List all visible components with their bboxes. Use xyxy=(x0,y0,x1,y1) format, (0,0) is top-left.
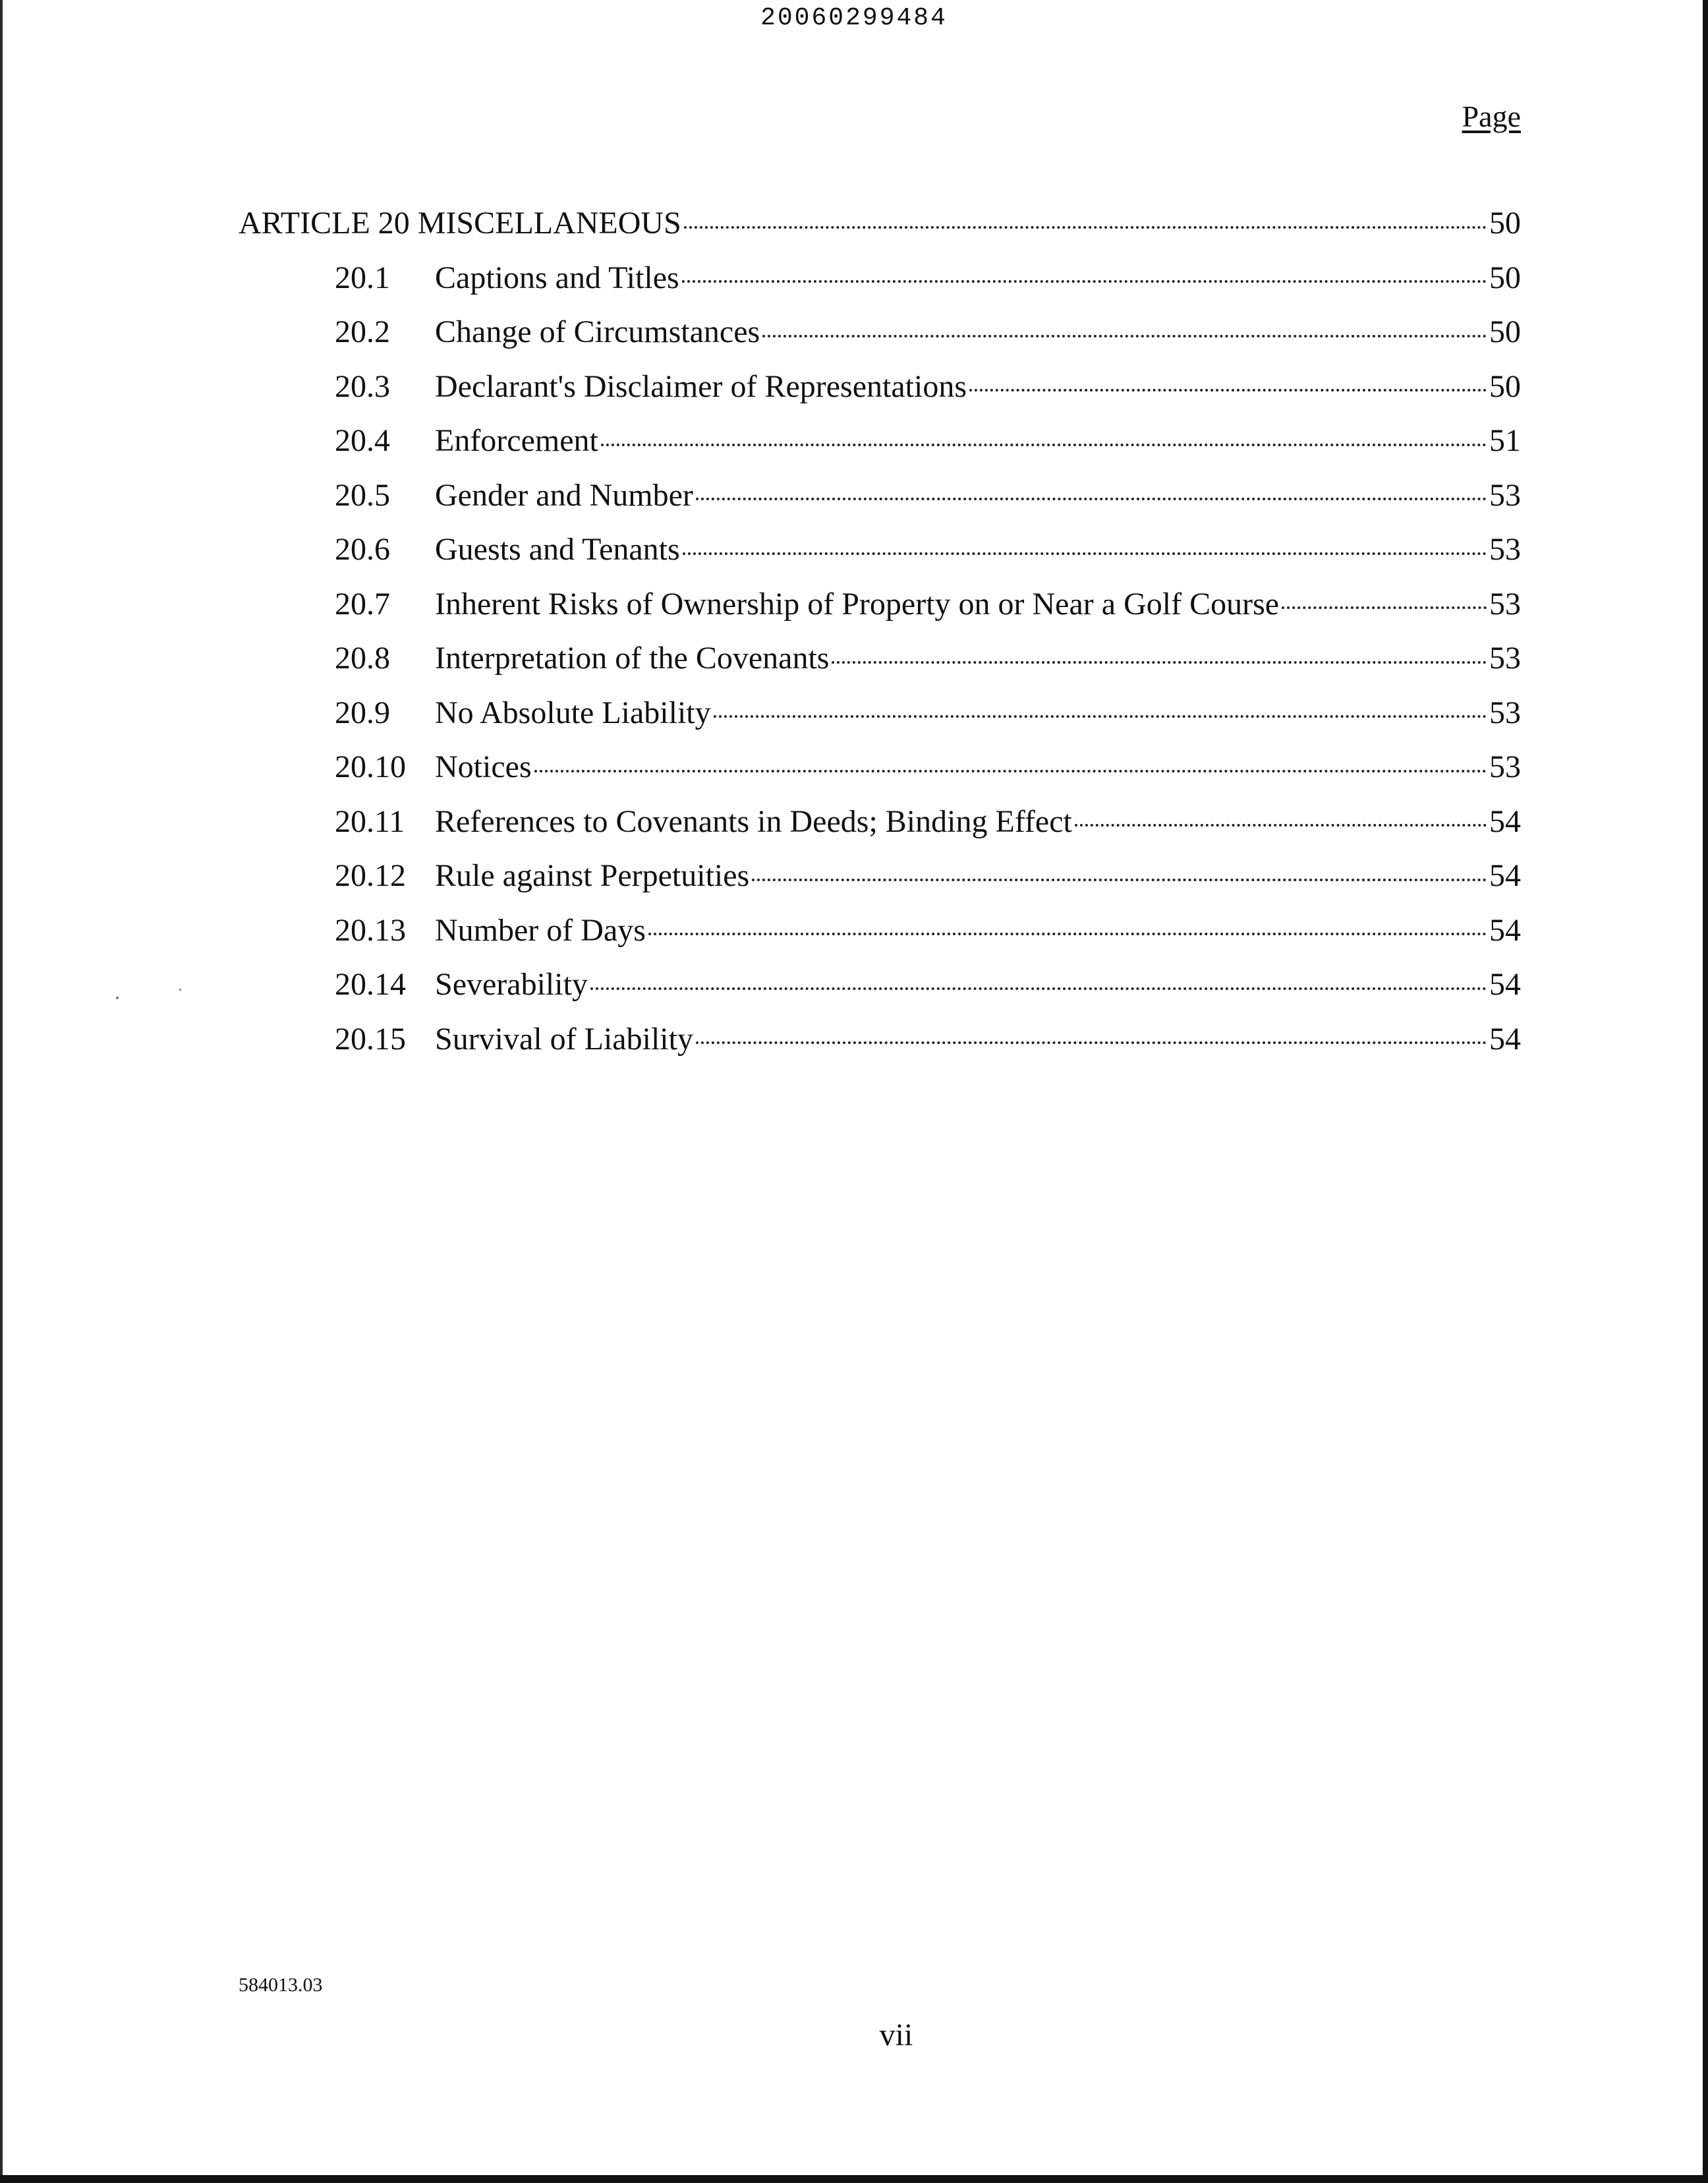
toc-section-entry xyxy=(239,686,1521,741)
toc-section-entry xyxy=(239,251,1521,306)
dot-leader xyxy=(590,987,1487,990)
dot-leader xyxy=(601,444,1487,446)
section-page: 53 xyxy=(1489,641,1521,676)
toc-section-entry xyxy=(239,958,1521,1012)
section-number: 20.6 xyxy=(335,532,390,567)
toc-section-entry xyxy=(239,523,1521,577)
section-page: 54 xyxy=(1489,912,1521,948)
toc-section-entry xyxy=(239,305,1521,360)
section-number: 20.14 xyxy=(335,967,406,1002)
section-number: 20.2 xyxy=(335,314,390,349)
section-page: 53 xyxy=(1489,477,1521,513)
scan-speck xyxy=(179,989,181,991)
toc-section-entry xyxy=(239,414,1521,469)
dot-leader xyxy=(648,933,1487,935)
dot-leader xyxy=(832,661,1487,664)
section-page: 50 xyxy=(1489,260,1521,295)
toc-article-entry xyxy=(239,196,1521,251)
section-number: 20.4 xyxy=(335,423,390,458)
page-number: vii xyxy=(879,2018,913,2052)
table-of-contents xyxy=(239,196,1521,1066)
scan-border-right xyxy=(1703,0,1708,2183)
toc-section-entry xyxy=(239,904,1521,958)
section-title: Interpretation of the Covenants xyxy=(435,641,830,676)
toc-section-entry xyxy=(239,360,1521,415)
dot-leader xyxy=(1075,824,1487,827)
section-page: 54 xyxy=(1489,858,1521,893)
section-page: 50 xyxy=(1489,368,1521,404)
section-title: Notices xyxy=(435,749,532,784)
toc-section-entry xyxy=(239,469,1521,523)
section-page: 54 xyxy=(1489,803,1521,839)
dot-leader xyxy=(683,552,1487,555)
dot-leader xyxy=(714,715,1487,718)
section-title: References to Covenants in Deeds; Binding Effect xyxy=(435,803,1072,839)
toc-section-entry xyxy=(239,795,1521,850)
section-title: Captions and Titles xyxy=(435,260,679,295)
toc-section-entry xyxy=(239,577,1521,632)
dot-leader xyxy=(752,879,1487,881)
section-title: Change of Circumstances xyxy=(435,314,760,349)
dot-leader xyxy=(682,280,1487,283)
section-title: Inherent Risks of Ownership of Property on or Near a Golf Course xyxy=(435,586,1280,622)
section-number: 20.13 xyxy=(335,912,406,948)
scan-speck xyxy=(116,997,119,999)
section-title: Gender and Number xyxy=(435,477,693,513)
toc-section-entry xyxy=(239,1012,1521,1067)
section-page: 54 xyxy=(1489,1021,1521,1057)
dot-leader xyxy=(696,498,1487,500)
section-number: 20.7 xyxy=(335,586,390,622)
section-number: 20.9 xyxy=(335,695,390,730)
toc-article-page: 50 xyxy=(1489,206,1521,241)
dot-leader xyxy=(684,226,1487,229)
section-title: Number of Days xyxy=(435,912,646,948)
dot-leader xyxy=(1282,606,1487,609)
section-number: 20.15 xyxy=(335,1021,406,1057)
document-id: 584013.03 xyxy=(239,1974,323,1996)
toc-section-entry xyxy=(239,849,1521,904)
section-number: 20.8 xyxy=(335,641,390,676)
section-page: 51 xyxy=(1489,423,1521,458)
toc-article-title: ARTICLE 20 MISCELLANEOUS xyxy=(239,206,681,241)
document-number: 20060299484 xyxy=(760,4,948,32)
section-title: Rule against Perpetuities xyxy=(435,858,750,893)
section-number: 20.1 xyxy=(335,260,390,295)
section-number: 20.11 xyxy=(335,803,405,839)
dot-leader xyxy=(969,389,1487,392)
toc-section-entry xyxy=(239,740,1521,795)
toc-section-entry xyxy=(239,631,1521,686)
section-page: 50 xyxy=(1489,314,1521,349)
scan-border-bottom xyxy=(0,2175,1708,2183)
dot-leader xyxy=(696,1041,1487,1044)
section-title: Severability xyxy=(435,967,588,1002)
section-page: 53 xyxy=(1489,532,1521,567)
section-page: 54 xyxy=(1489,967,1521,1002)
page-column-heading: Page xyxy=(1462,100,1521,133)
section-title: No Absolute Liability xyxy=(435,695,711,730)
section-number: 20.3 xyxy=(335,368,390,404)
section-page: 53 xyxy=(1489,749,1521,784)
section-number: 20.5 xyxy=(335,477,390,513)
dot-leader xyxy=(534,770,1487,772)
dot-leader xyxy=(762,335,1487,337)
section-page: 53 xyxy=(1489,695,1521,730)
section-number: 20.12 xyxy=(335,858,406,893)
section-title: Guests and Tenants xyxy=(435,532,680,567)
scan-border-left xyxy=(0,0,3,2183)
section-title: Survival of Liability xyxy=(435,1021,693,1057)
section-page: 53 xyxy=(1489,586,1521,622)
section-title: Enforcement xyxy=(435,423,598,458)
section-number: 20.10 xyxy=(335,749,406,784)
section-title: Declarant's Disclaimer of Representations xyxy=(435,368,967,404)
